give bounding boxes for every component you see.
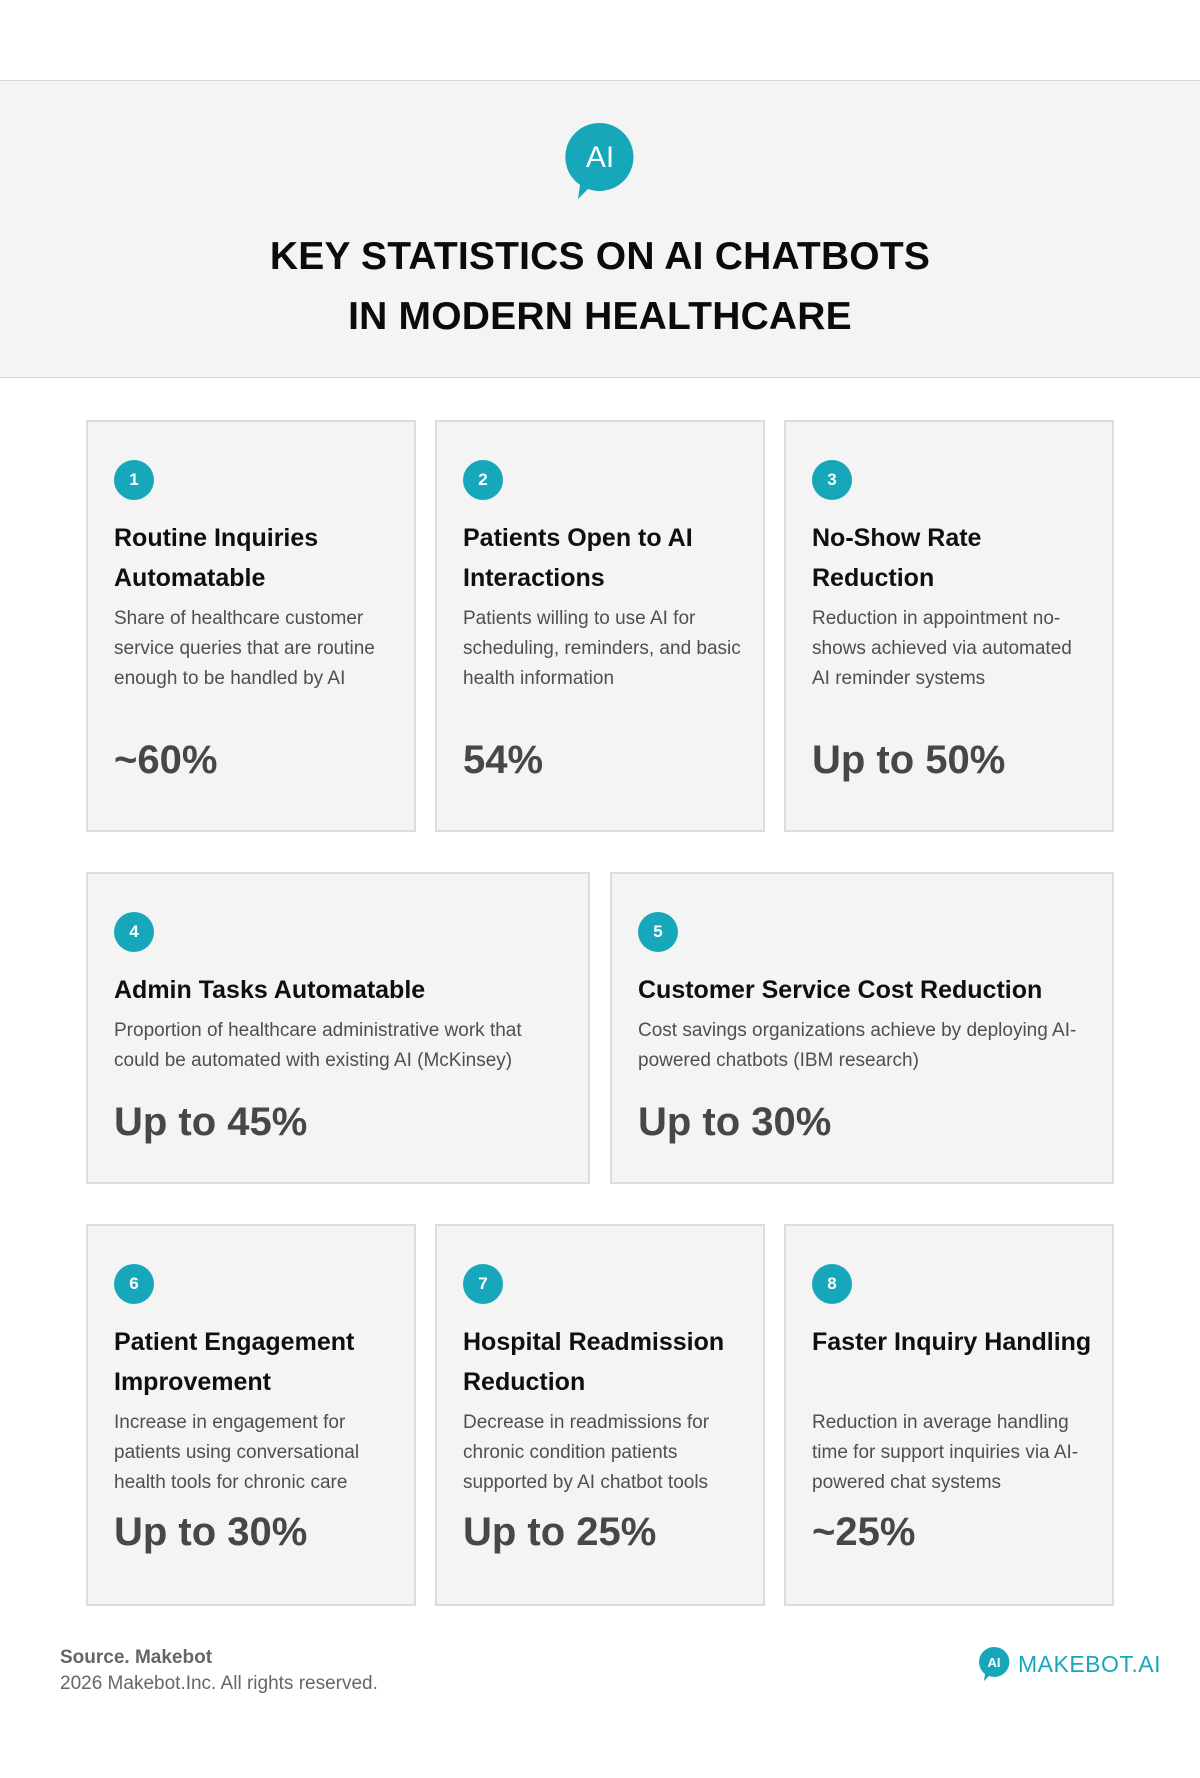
svg-text:AI: AI: [585, 141, 615, 174]
card-description: Reduction in appointment no-shows achieved via automated AI reminder systems: [812, 608, 1072, 689]
card-value: Up to 50%: [812, 738, 1006, 782]
stat-card-6: [86, 1224, 416, 1606]
card-number-badge: 6: [114, 1264, 154, 1304]
svg-text:AI: AI: [987, 1655, 1001, 1670]
card-number-badge: 5: [638, 912, 678, 952]
makebot-bubble-icon: [978, 1646, 1010, 1682]
stat-card-8: [784, 1224, 1114, 1606]
card-number-badge: 2: [463, 460, 503, 500]
card-value: Up to 30%: [114, 1510, 308, 1554]
brand-name: MAKEBOT.AI: [1018, 1650, 1162, 1677]
card-description: Patients willing to use AI for scheduling, reminders, and basic health information: [463, 608, 741, 689]
card-title: Routine Inquiries Automatable: [114, 524, 319, 592]
ai-chat-bubble-icon: [564, 121, 636, 201]
card-title: No-Show Rate Reduction: [812, 524, 982, 592]
stat-card-3: [784, 420, 1114, 832]
stat-card-4: [86, 872, 590, 1184]
card-value: ~60%: [114, 738, 218, 782]
card-description: Share of healthcare customer service queries that are routine enough to be handled by AI: [114, 608, 375, 689]
card-value: 54%: [463, 738, 544, 782]
card-value: Up to 25%: [463, 1510, 657, 1554]
card-value: Up to 45%: [114, 1100, 308, 1144]
card-title: Customer Service Cost Reduction: [638, 976, 1043, 1004]
card-title: Patients Open to AI Interactions: [463, 524, 693, 592]
card-number-badge: 8: [812, 1264, 852, 1304]
card-title: Admin Tasks Automatable: [114, 976, 426, 1004]
card-number-badge: 1: [114, 460, 154, 500]
card-description: Cost savings organizations achieve by deploying AI-powered chatbots (IBM research): [638, 1020, 1077, 1071]
stat-card-5: [610, 872, 1114, 1184]
title-line-1: KEY STATISTICS ON AI CHATBOTS: [269, 235, 931, 278]
card-number-badge: 4: [114, 912, 154, 952]
card-value: ~25%: [812, 1510, 916, 1554]
stat-card-7: [435, 1224, 765, 1606]
stat-card-2: [435, 420, 765, 832]
title-line-2: IN MODERN HEALTHCARE: [348, 295, 852, 338]
card-value: Up to 30%: [638, 1100, 832, 1144]
card-description: Decrease in readmissions for chronic condition patients supported by AI chatbot tools: [463, 1412, 710, 1493]
card-description: Reduction in average handling time for support inquiries via AI-powered chat systems: [812, 1412, 1079, 1493]
card-title: Patient Engagement Improvement: [114, 1328, 355, 1396]
card-title: Hospital Readmission Reduction: [463, 1328, 725, 1396]
card-description: Proportion of healthcare administrative work that could be automated with existing AI (McKinsey): [114, 1020, 522, 1071]
stat-card-1: [86, 420, 416, 832]
footer-copyright: 2026 Makebot.Inc. All rights reserved.: [60, 1673, 378, 1694]
card-title: Faster Inquiry Handling: [812, 1328, 1092, 1356]
brand-logo[interactable]: [978, 1644, 1161, 1684]
card-number-badge: 3: [812, 460, 852, 500]
page-title: [0, 227, 1200, 347]
card-description: Increase in engagement for patients using conversational health tools for chronic care: [114, 1412, 360, 1493]
card-number-badge: 7: [463, 1264, 503, 1304]
footer-source: Source. Makebot: [60, 1647, 213, 1668]
header-banner: [0, 80, 1200, 378]
